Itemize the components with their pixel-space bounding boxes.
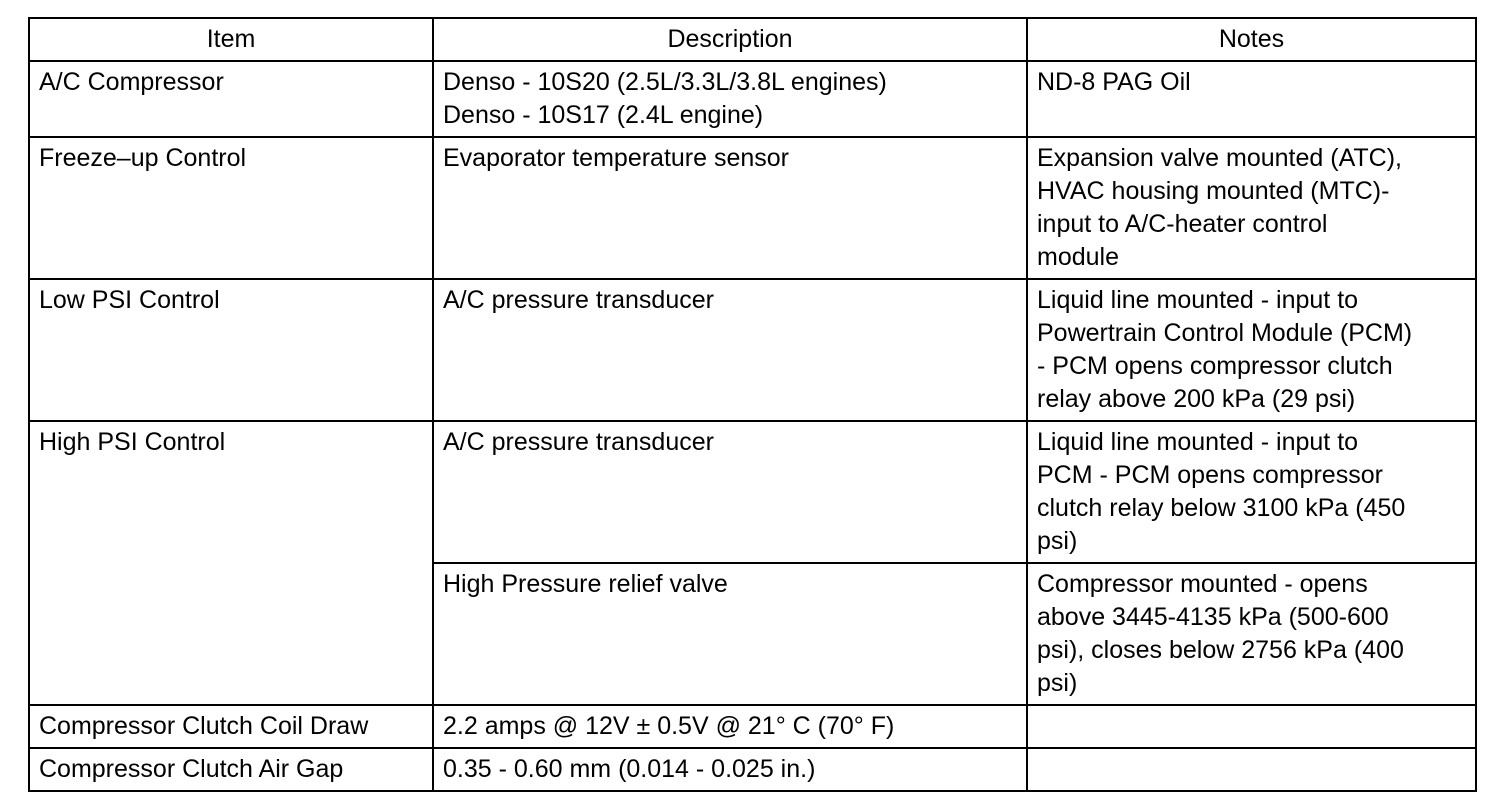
notes-line: psi): [1037, 527, 1078, 555]
notes-cell: [1027, 61, 1476, 137]
notes-line: relay above 200 kPa (29 psi): [1037, 385, 1356, 413]
item-cell: Low PSI Control: [29, 279, 433, 421]
table-row-high-psi-control: [29, 421, 1476, 563]
notes-line: clutch relay below 3100 kPa (450: [1037, 494, 1406, 522]
notes-line: module: [1037, 243, 1119, 271]
item-cell: Freeze–up Control: [29, 137, 433, 279]
notes-cell: [1027, 421, 1476, 563]
notes-line: Liquid line mounted - input to: [1037, 286, 1359, 314]
notes-line: psi), closes below 2756 kPa (400: [1037, 636, 1404, 664]
description-cell: [433, 279, 1027, 421]
notes-line: ND-8 PAG Oil: [1037, 68, 1191, 96]
description-line: Evaporator temperature sensor: [443, 144, 790, 172]
description-line: Denso - 10S17 (2.4L engine): [443, 101, 764, 129]
description-cell: [433, 421, 1027, 563]
notes-line: Expansion valve mounted (ATC),: [1037, 144, 1402, 172]
description-cell: [433, 137, 1027, 279]
item-cell: High PSI Control: [29, 421, 433, 705]
item-cell: A/C Compressor: [29, 61, 433, 137]
notes-cell: [1027, 137, 1476, 279]
table-row-clutch-coil-draw: [29, 705, 1476, 748]
column-header-notes: Notes: [1027, 18, 1476, 61]
description-cell: [433, 748, 1027, 791]
notes-cell: [1027, 279, 1476, 421]
notes-line: - PCM opens compressor clutch: [1037, 352, 1393, 380]
description-line: Denso - 10S20 (2.5L/3.3L/3.8L engines): [443, 68, 887, 96]
notes-cell: [1027, 705, 1476, 748]
description-line: A/C pressure transducer: [443, 428, 714, 456]
description-line: A/C pressure transducer: [443, 286, 714, 314]
notes-line: input to A/C-heater control: [1037, 210, 1328, 238]
notes-line: Compressor mounted - opens: [1037, 570, 1368, 598]
description-line: 2.2 amps @ 12V ± 0.5V @ 21° C (70° F): [443, 712, 895, 740]
notes-line: above 3445-4135 kPa (500-600: [1037, 603, 1389, 631]
table-row-clutch-air-gap: [29, 748, 1476, 791]
notes-cell: [1027, 748, 1476, 791]
column-header-item: Item: [29, 18, 433, 61]
column-header-description: Description: [433, 18, 1027, 61]
description-line: High Pressure relief valve: [443, 570, 728, 598]
description-cell: [433, 61, 1027, 137]
notes-line: psi): [1037, 669, 1078, 697]
notes-line: Powertrain Control Module (PCM): [1037, 319, 1413, 347]
item-cell: Compressor Clutch Air Gap: [29, 748, 433, 791]
notes-line: Liquid line mounted - input to: [1037, 428, 1359, 456]
description-cell: [433, 563, 1027, 705]
table-header-row: [29, 18, 1476, 61]
specifications-table: [28, 17, 1477, 792]
description-cell: [433, 705, 1027, 748]
item-cell: Compressor Clutch Coil Draw: [29, 705, 433, 748]
description-line: 0.35 - 0.60 mm (0.014 - 0.025 in.): [443, 755, 816, 783]
table-row-low-psi-control: [29, 279, 1476, 421]
table-row-ac-compressor: [29, 61, 1476, 137]
notes-line: PCM - PCM opens compressor: [1037, 461, 1383, 489]
table-row-freeze-up-control: [29, 137, 1476, 279]
notes-line: HVAC housing mounted (MTC)-: [1037, 177, 1390, 205]
notes-cell: [1027, 563, 1476, 705]
